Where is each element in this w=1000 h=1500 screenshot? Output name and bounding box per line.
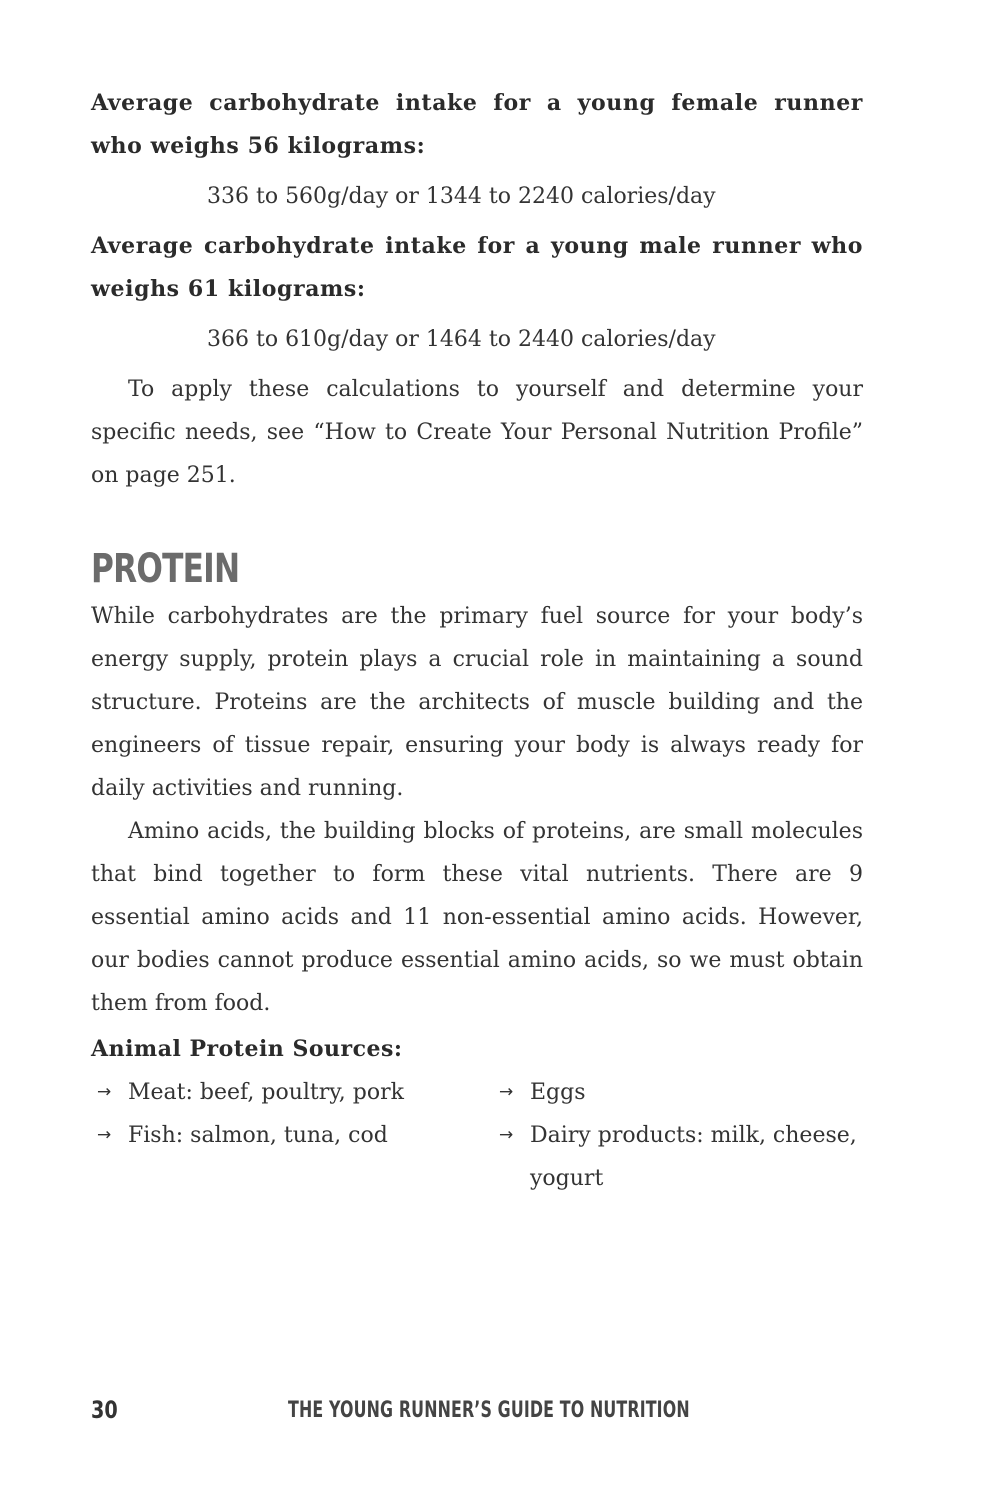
protein-paragraph-1: While carbohydrates are the primary fuel source for your body’s energy supply, protein plays a crucial role in maintaining a sound structure. Proteins are the architects of muscle building and the engineers of tissue repair, ensuring your body is always ready for daily activities and running. <box>91 604 863 801</box>
protein-paragraph-2: Amino acids, the building blocks of proteins, are small molecules that bind together to form these vital nutrients. There are 9 essential amino acids and 11 non-essential amino acids. However, our bodies cannot produce essential amino acids, so we must obtain them from food. <box>91 819 863 1016</box>
sources-right-column <box>493 1071 863 1200</box>
female-intake-heading: Average carbohydrate intake for a young female runner who weighs 56 kilograms: <box>91 90 863 159</box>
arrow-right-icon: → <box>97 1125 112 1145</box>
list-item <box>91 1071 493 1114</box>
page-number: 30 <box>91 1396 118 1424</box>
list-item <box>91 1114 493 1157</box>
arrow-right-icon: → <box>499 1082 514 1102</box>
protein-heading: PROTEIN <box>91 546 240 592</box>
female-intake-value: 336 to 560g/day or 1344 to 2240 calories/day <box>207 184 716 209</box>
list-item <box>493 1071 863 1114</box>
male-intake-heading: Average carbohydrate intake for a young male runner who weighs 61 kilograms: <box>91 233 863 302</box>
list-item-text: Eggs <box>530 1080 586 1105</box>
list-item-text: Meat: beef, poultry, pork <box>128 1080 404 1105</box>
arrow-right-icon: → <box>97 1082 112 1102</box>
list-item-text: Fish: salmon, tuna, cod <box>128 1123 388 1148</box>
page-footer <box>91 1396 791 1432</box>
animal-protein-sources-title: Animal Protein Sources: <box>91 1036 403 1062</box>
male-intake-value: 366 to 610g/day or 1464 to 2440 calories/day <box>207 327 716 352</box>
list-item-text: Dairy products: milk, cheese, yogurt <box>530 1123 857 1191</box>
sources-left-column <box>91 1071 493 1200</box>
apply-calculations-paragraph: To apply these calculations to yourself and determine your specific needs, see “How to Create Your Personal Nutrition Profile” on page 251. <box>91 377 863 488</box>
arrow-right-icon: → <box>499 1125 514 1145</box>
list-item <box>493 1114 863 1200</box>
animal-protein-sources-list <box>91 1071 863 1200</box>
running-title: THE YOUNG RUNNER’S GUIDE TO NUTRITION <box>288 1398 690 1423</box>
page-body <box>91 82 863 1200</box>
